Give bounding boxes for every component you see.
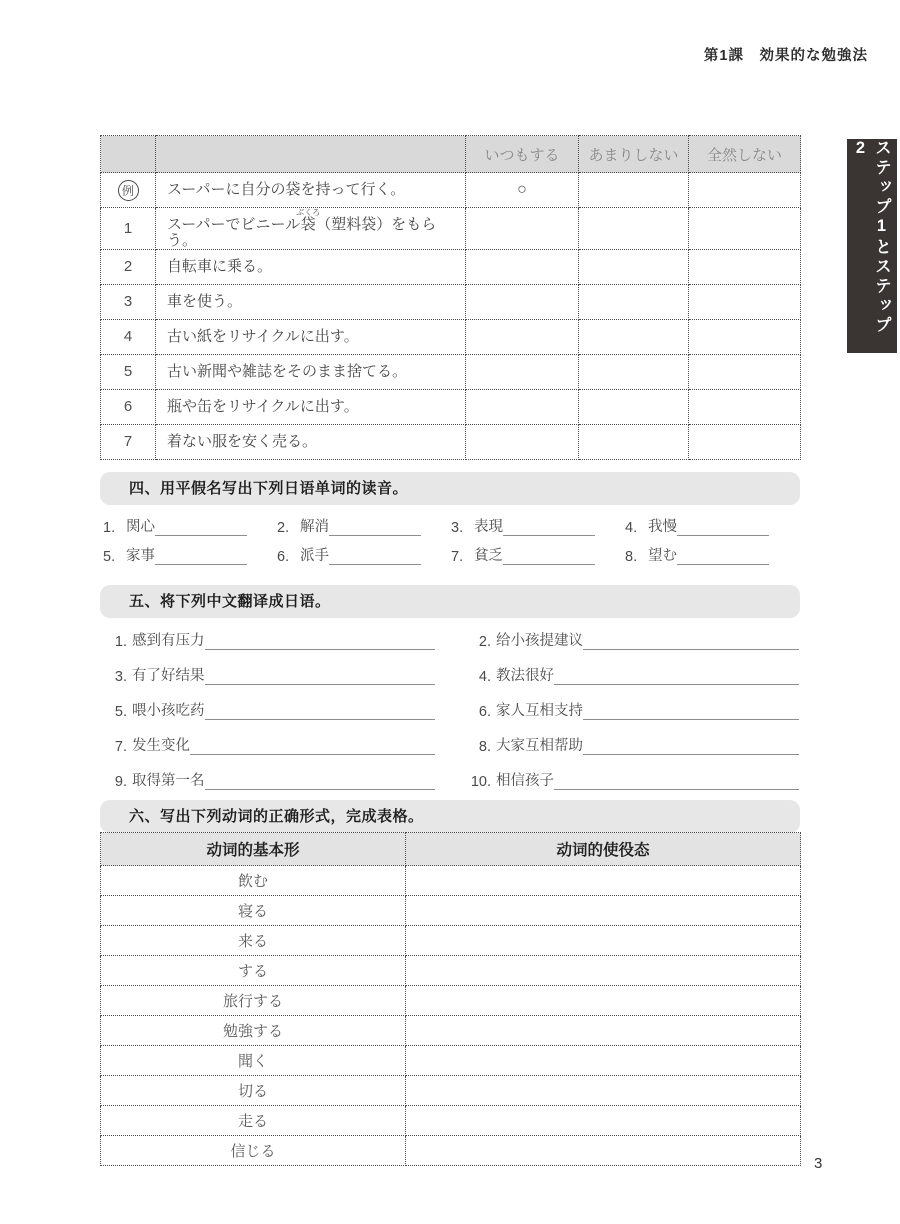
answer-cell-always	[466, 424, 579, 459]
answer-blank	[329, 518, 421, 536]
answer-blank	[503, 547, 595, 565]
verb-row	[101, 1046, 801, 1076]
translation-item: 4. 教法很好	[467, 653, 799, 688]
answer-blank	[190, 737, 435, 755]
row-number-cell	[101, 173, 156, 208]
verb-row	[101, 986, 801, 1016]
answer-cell-always	[466, 208, 579, 250]
vocab-item: 4. 我慢	[625, 512, 799, 536]
vocab-item: 2. 解消	[277, 512, 451, 536]
answer-blank	[205, 772, 436, 790]
survey-row	[101, 284, 801, 319]
answer-cell-rarely	[579, 208, 689, 250]
causative-answer-cell	[406, 956, 801, 986]
answer-cell-rarely	[579, 424, 689, 459]
statement-cell: 古い紙をリサイクルに出す。	[156, 319, 466, 354]
causative-answer-cell	[406, 986, 801, 1016]
column-header-rarely: あまりしない	[579, 136, 689, 173]
answer-cell-never	[689, 249, 801, 284]
verb-row	[101, 1106, 801, 1136]
verb-row	[101, 926, 801, 956]
survey-header-row	[101, 136, 801, 173]
answer-blank	[554, 667, 799, 685]
causative-answer-cell	[406, 1136, 801, 1166]
vocab-reading-list	[103, 512, 799, 565]
translation-item: 6. 家人互相支持	[467, 688, 799, 723]
survey-row	[101, 424, 801, 459]
vocab-item: 5. 家事	[103, 541, 277, 565]
row-number-cell: 5	[101, 354, 156, 389]
statement-header-cell	[156, 136, 466, 173]
causative-answer-cell	[406, 866, 801, 896]
vocab-item: 1. 関心	[103, 512, 277, 536]
causative-answer-cell	[406, 896, 801, 926]
answer-cell-rarely	[579, 319, 689, 354]
side-tab-label: ステップ1とステップ2	[851, 139, 891, 336]
answer-cell-always	[466, 319, 579, 354]
column-header-causative-form: 动词的使役态	[406, 833, 801, 866]
answer-cell-never	[689, 173, 801, 208]
answer-cell-always	[466, 249, 579, 284]
verb-conjugation-table	[100, 832, 801, 1166]
lesson-title: 第1課 効果的な勉強法	[703, 48, 868, 64]
furigana-ruby: 袋ぶくろ	[296, 208, 321, 233]
row-number-cell: 3	[101, 284, 156, 319]
section-heading-6: 六、写出下列动词的正确形式，完成表格。	[100, 800, 800, 833]
answer-blank	[205, 632, 436, 650]
translation-item: 7. 发生变化	[103, 723, 435, 758]
verb-row	[101, 1076, 801, 1106]
statement-cell: スーパーでビニール袋ぶくろ（塑料袋）をもらう。	[156, 208, 466, 250]
survey-row	[101, 389, 801, 424]
answer-cell-rarely	[579, 173, 689, 208]
section-heading-5: 五、将下列中文翻译成日语。	[100, 585, 800, 618]
survey-row	[101, 208, 801, 250]
basic-form-cell: 切る	[101, 1076, 406, 1106]
answer-cell-rarely	[579, 249, 689, 284]
answer-cell-never	[689, 424, 801, 459]
statement-cell: 古い新聞や雑誌をそのまま捨てる。	[156, 354, 466, 389]
survey-row-example	[101, 173, 801, 208]
answer-blank	[583, 737, 799, 755]
answer-blank	[205, 667, 436, 685]
translation-item: 8. 大家互相帮助	[467, 723, 799, 758]
statement-cell: スーパーに自分の袋を持って行く。	[156, 173, 466, 208]
column-header-basic-form: 动词的基本形	[101, 833, 406, 866]
row-number-cell: 6	[101, 389, 156, 424]
translation-item: 2. 给小孩提建议	[467, 618, 799, 653]
answer-cell-always	[466, 389, 579, 424]
row-number-cell: 1	[101, 208, 156, 250]
answer-cell-never	[689, 389, 801, 424]
habit-survey-table	[100, 135, 801, 460]
answer-blank	[155, 547, 247, 565]
verb-row	[101, 866, 801, 896]
translation-item: 10. 相信孩子	[467, 758, 799, 793]
answer-cell-rarely	[579, 389, 689, 424]
survey-row	[101, 319, 801, 354]
basic-form-cell: 寝る	[101, 896, 406, 926]
basic-form-cell: 聞く	[101, 1046, 406, 1076]
statement-cell: 自転車に乗る。	[156, 249, 466, 284]
translation-item: 1. 感到有压力	[103, 618, 435, 653]
verb-table-header-row	[101, 833, 801, 866]
answer-blank	[205, 702, 436, 720]
answer-cell-always	[466, 354, 579, 389]
vocab-item: 8. 望む	[625, 541, 799, 565]
basic-form-cell: 来る	[101, 926, 406, 956]
basic-form-cell: 勉強する	[101, 1016, 406, 1046]
verb-row	[101, 896, 801, 926]
answer-blank	[554, 772, 799, 790]
verb-row	[101, 1016, 801, 1046]
answer-blank	[677, 518, 769, 536]
answer-blank	[583, 702, 799, 720]
answer-blank	[155, 518, 247, 536]
answer-blank	[329, 547, 421, 565]
column-header-never: 全然しない	[689, 136, 801, 173]
answer-cell-never	[689, 208, 801, 250]
row-number-cell: 4	[101, 319, 156, 354]
answer-blank	[677, 547, 769, 565]
basic-form-cell: 信じる	[101, 1136, 406, 1166]
row-number-cell: 7	[101, 424, 156, 459]
causative-answer-cell	[406, 1106, 801, 1136]
verb-row	[101, 956, 801, 986]
statement-cell: 車を使う。	[156, 284, 466, 319]
vocab-item: 7. 貧乏	[451, 541, 625, 565]
translation-item: 5. 喂小孩吃药	[103, 688, 435, 723]
causative-answer-cell	[406, 1046, 801, 1076]
translation-item: 9. 取得第一名	[103, 758, 435, 793]
row-number-cell: 2	[101, 249, 156, 284]
translation-list	[103, 618, 799, 793]
survey-row	[101, 249, 801, 284]
answer-cell-rarely	[579, 284, 689, 319]
answer-cell-never	[689, 354, 801, 389]
basic-form-cell: 飲む	[101, 866, 406, 896]
section-heading-4: 四、用平假名写出下列日语单词的读音。	[100, 472, 800, 505]
causative-answer-cell	[406, 1076, 801, 1106]
corner-cell	[101, 136, 156, 173]
survey-row	[101, 354, 801, 389]
vocab-item: 6. 派手	[277, 541, 451, 565]
column-header-always: いつもする	[466, 136, 579, 173]
answer-blank	[583, 632, 799, 650]
answer-cell-always: ○	[466, 173, 579, 208]
vocab-item: 3. 表現	[451, 512, 625, 536]
answer-cell-always	[466, 284, 579, 319]
answer-cell-rarely	[579, 354, 689, 389]
translation-item: 3. 有了好结果	[103, 653, 435, 688]
basic-form-cell: 走る	[101, 1106, 406, 1136]
answer-blank	[503, 518, 595, 536]
example-circle-badge: 例	[118, 180, 139, 201]
page-number: 3	[814, 1155, 823, 1172]
verb-row	[101, 1136, 801, 1166]
basic-form-cell: 旅行する	[101, 986, 406, 1016]
statement-cell: 着ない服を安く売る。	[156, 424, 466, 459]
chapter-side-tab	[847, 139, 897, 353]
statement-cell: 瓶や缶をリサイクルに出す。	[156, 389, 466, 424]
causative-answer-cell	[406, 926, 801, 956]
answer-cell-never	[689, 319, 801, 354]
basic-form-cell: する	[101, 956, 406, 986]
answer-cell-never	[689, 284, 801, 319]
causative-answer-cell	[406, 1016, 801, 1046]
